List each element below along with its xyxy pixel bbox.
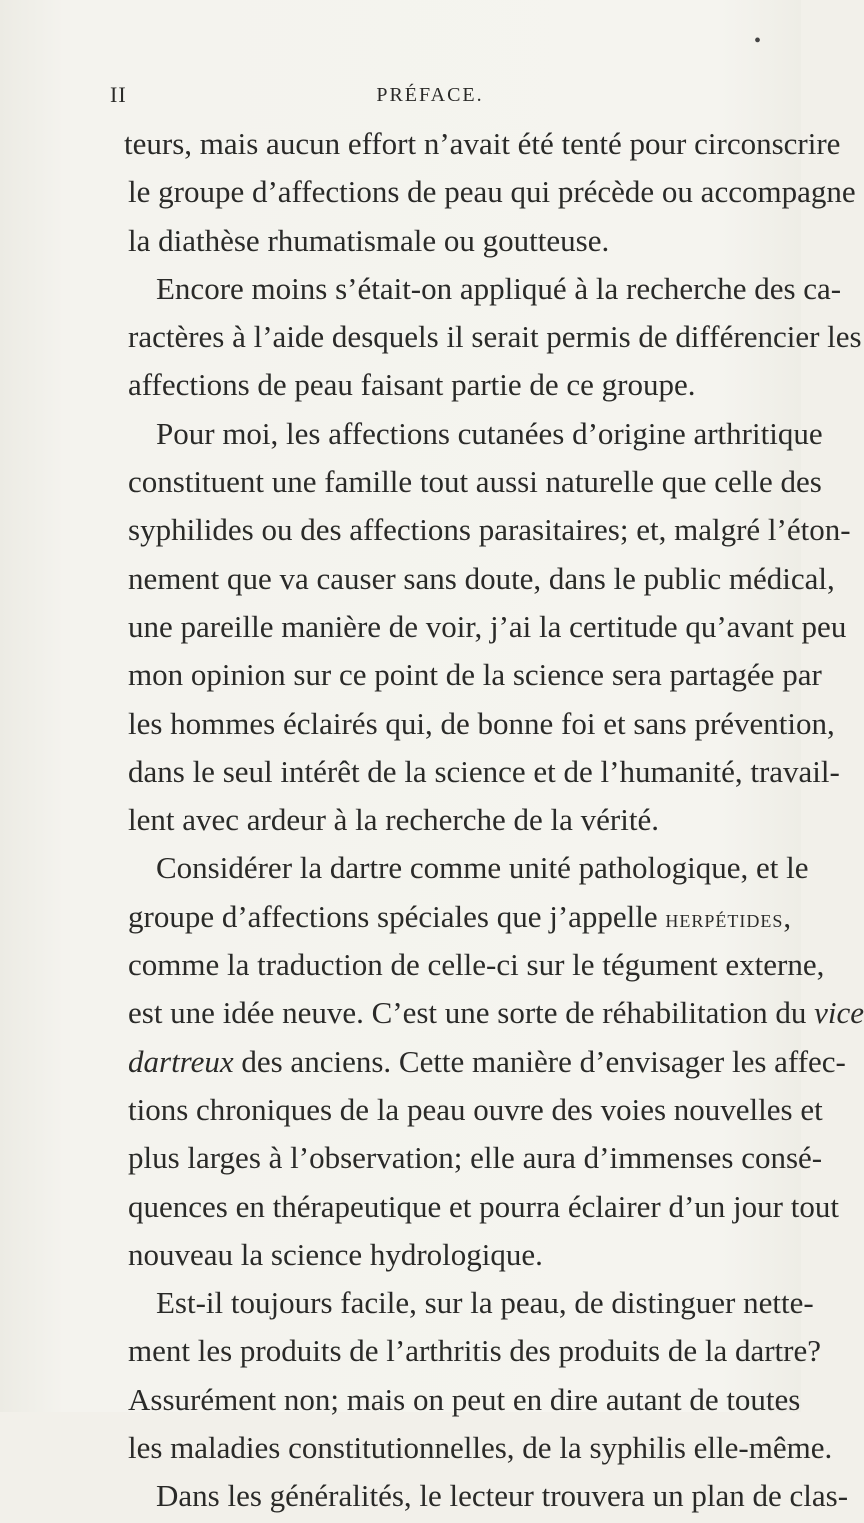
line-text: plus larges à l’observation; elle aura d’immenses consé- [128, 1140, 823, 1176]
line-text: Dans les généralités, le lecteur trouvera un plan de clas- [156, 1478, 849, 1514]
text-line [128, 1040, 846, 1088]
text-line [128, 895, 792, 943]
text-line [128, 508, 851, 556]
text-line [128, 412, 823, 460]
body-text [124, 122, 864, 1523]
line-text: les hommes éclairés qui, de bonne foi et sans prévention, [128, 705, 835, 741]
running-title: PRÉFACE. [376, 84, 484, 106]
line-text: lent avec ardeur à la recherche de la vérité. [128, 802, 659, 838]
line-text: ment les produits de l’arthritis des produits de la dartre? [128, 1333, 822, 1369]
text-line [128, 1378, 801, 1426]
text-line [128, 943, 825, 991]
line-text: , [783, 898, 792, 934]
text-line [128, 219, 774, 267]
line-text: nouveau la science hydrologique. [128, 1236, 543, 1272]
page-header [110, 82, 750, 112]
line-text: Encore moins s’était-on appliqué à la recherche des ca- [156, 270, 842, 306]
line-text: nement que va causer sans doute, dans le public médical, [128, 560, 835, 596]
small-caps-term: herpétides [665, 905, 784, 933]
text-line [128, 1185, 839, 1233]
text-line [128, 1136, 823, 1184]
line-text: affections de peau faisant partie de ce groupe. [128, 367, 696, 403]
line-text: tions chroniques de la peau ouvre des voies nouvelles et [128, 1091, 823, 1127]
line-text: constituent une famille tout aussi naturelle que celle des [128, 464, 822, 500]
text-line [128, 557, 835, 605]
line-text: une pareille manière de voir, j’ai la certitude qu’avant peu [128, 608, 847, 644]
text-line [128, 1426, 833, 1474]
text-line [128, 1233, 774, 1281]
line-text: quences en thérapeutique et pourra éclairer d’un jour tout [128, 1188, 839, 1224]
line-text: les maladies constitutionnelles, de la syphilis elle-même. [128, 1430, 833, 1466]
line-text: est une idée neuve. C’est une sorte de réhabilitation du [128, 995, 815, 1031]
text-line [128, 653, 822, 701]
text-line [128, 460, 822, 508]
line-text: Est-il toujours facile, sur la peau, de distinguer nette- [156, 1285, 814, 1321]
text-line [128, 1088, 823, 1136]
text-line [128, 267, 842, 315]
text-line [128, 750, 840, 798]
page-mark: • [754, 30, 762, 52]
text-line [128, 363, 774, 411]
text-line [128, 702, 835, 750]
text-line [128, 1281, 814, 1329]
text-line [128, 605, 847, 653]
text-line [128, 798, 774, 846]
text-line [128, 315, 862, 363]
line-text: Assurément non; mais on peut en dire autant de toutes [128, 1381, 801, 1417]
italic-term: dartreux [128, 1043, 234, 1079]
line-text: des anciens. Cette manière d’envisager les affec- [233, 1043, 846, 1079]
text-line [124, 122, 841, 170]
line-text: comme la traduction de celle-ci sur le tégument externe, [128, 947, 825, 983]
page-number: II [110, 82, 127, 107]
line-text: Pour moi, les affections cutanées d’origine arthritique [156, 415, 823, 451]
text-line [128, 1474, 849, 1522]
line-text: groupe d’affections spéciales que j’appelle [128, 898, 666, 934]
text-line [128, 1329, 822, 1377]
line-text: mon opinion sur ce point de la science sera partagée par [128, 657, 822, 693]
line-text: teurs, mais aucun effort n’avait été tenté pour circonscrire [124, 126, 841, 161]
line-text: syphilides ou des affections parasitaires; et, malgré l’éton- [128, 512, 851, 548]
line-text: la diathèse rhumatismale ou goutteuse. [128, 222, 610, 258]
line-text: dans le seul intérêt de la science et de l’humanité, travail- [128, 753, 840, 789]
text-line [128, 170, 856, 218]
line-text: ractères à l’aide desquels il serait permis de différencier les [128, 319, 862, 355]
line-text: le groupe d’affections de peau qui précède ou accompagne [128, 174, 856, 210]
text-line [128, 991, 864, 1039]
line-text: Considérer la dartre comme unité pathologique, et le [156, 850, 809, 886]
italic-term: vice [814, 995, 864, 1031]
text-line [128, 846, 809, 894]
